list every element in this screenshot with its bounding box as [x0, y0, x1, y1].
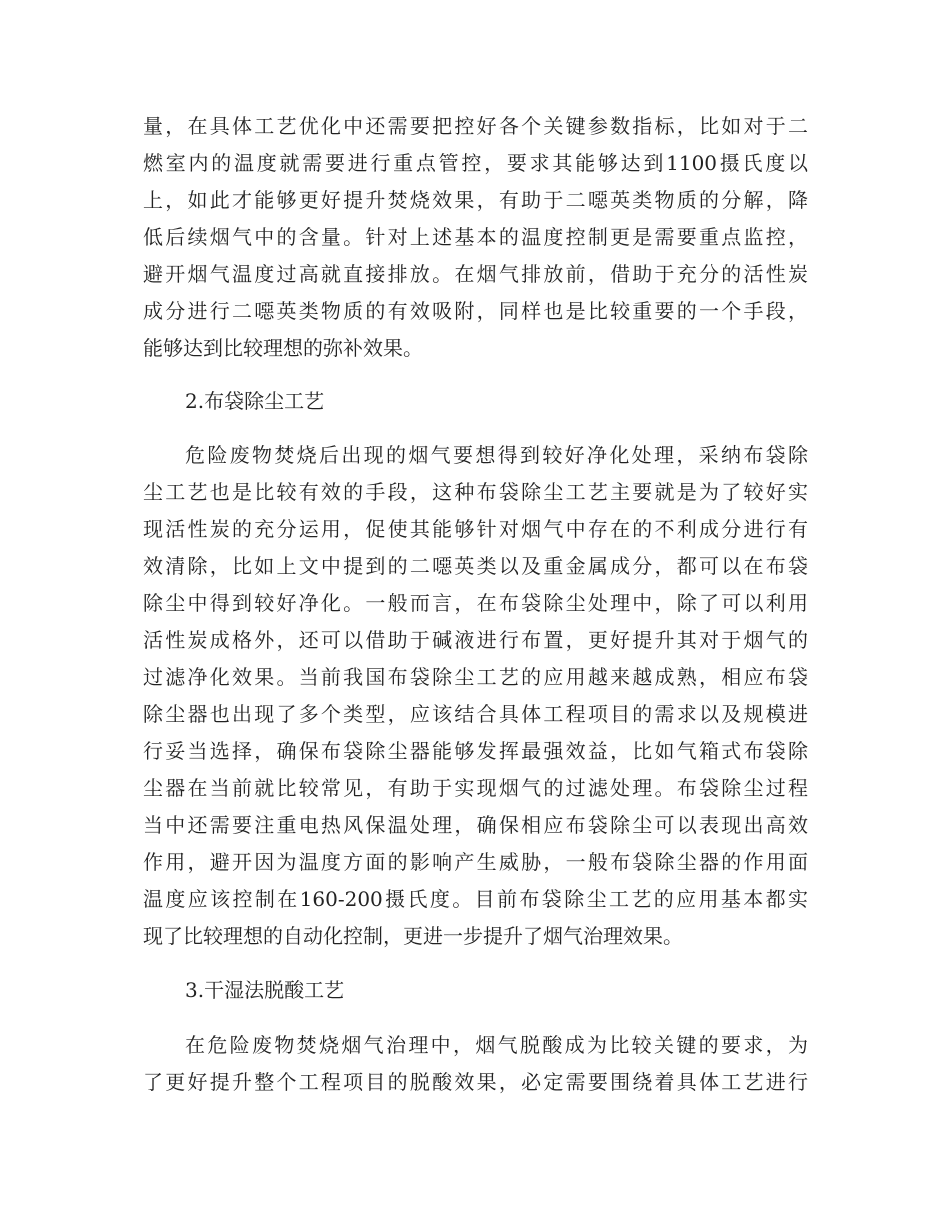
text-line: 除尘器也出现了多个类型，应该结合具体工程项目的需求以及规模进: [143, 702, 808, 726]
text-line: 上，如此才能够更好提升焚烧效果，有助于二噁英类物质的分解，降: [143, 188, 808, 212]
text-line: 了更好提升整个工程项目的脱酸效果，必定需要围绕着具体工艺进行: [143, 1070, 808, 1094]
text-line: 现了比较理想的自动化控制，更进一步提升了烟气治理效果。: [143, 924, 683, 948]
text-line: 作用，避开因为温度方面的影响产生威胁，一般布袋除尘器的作用面: [143, 850, 808, 874]
text-line: 效清除，比如上文中提到的二噁英类以及重金属成分，都可以在布袋: [143, 554, 808, 578]
text-line: 低后续烟气中的含量。针对上述基本的温度控制更是需要重点监控，: [143, 225, 808, 249]
section-heading-text: 3.干湿法脱酸工艺: [185, 978, 345, 1002]
text-line: 尘工艺也是比较有效的手段，这种布袋除尘工艺主要就是为了较好实: [143, 480, 808, 504]
text-line: 尘器在当前就比较常见，有助于实现烟气的过滤处理。布袋除尘过程: [143, 776, 808, 800]
text-line: 能够达到比较理想的弥补效果。: [143, 336, 423, 360]
text-line: 成分进行二噁英类物质的有效吸附，同样也是比较重要的一个手段，: [143, 299, 808, 323]
text-line: 活性炭成格外，还可以借助于碱液进行布置，更好提升其对于烟气的: [143, 628, 808, 652]
text-line: 避开烟气温度过高就直接排放。在烟气排放前，借助于充分的活性炭: [143, 262, 808, 286]
section-heading-text: 2.布袋除尘工艺: [185, 389, 325, 413]
text-line: 在危险废物焚烧烟气治理中，烟气脱酸成为比较关键的要求，为: [185, 1033, 808, 1057]
text-line: 燃室内的温度就需要进行重点管控，要求其能够达到1100摄氏度以: [143, 151, 808, 175]
text-line: 量，在具体工艺优化中还需要把控好各个关键参数指标，比如对于二: [143, 114, 808, 138]
text-line: 危险废物焚烧后出现的烟气要想得到较好净化处理，采纳布袋除: [185, 443, 808, 467]
text-line: 行妥当选择，确保布袋除尘器能够发挥最强效益，比如气箱式布袋除: [143, 739, 808, 763]
text-line: 当中还需要注重电热风保温处理，确保相应布袋除尘可以表现出高效: [143, 813, 808, 837]
text-line: 现活性炭的充分运用，促使其能够针对烟气中存在的不利成分进行有: [143, 517, 808, 541]
text-line: 过滤净化效果。当前我国布袋除尘工艺的应用越来越成熟，相应布袋: [143, 665, 808, 689]
text-line: 除尘中得到较好净化。一般而言，在布袋除尘处理中，除了可以利用: [143, 591, 808, 615]
text-line: 温度应该控制在160-200摄氏度。目前布袋除尘工艺的应用基本都实: [143, 887, 808, 911]
